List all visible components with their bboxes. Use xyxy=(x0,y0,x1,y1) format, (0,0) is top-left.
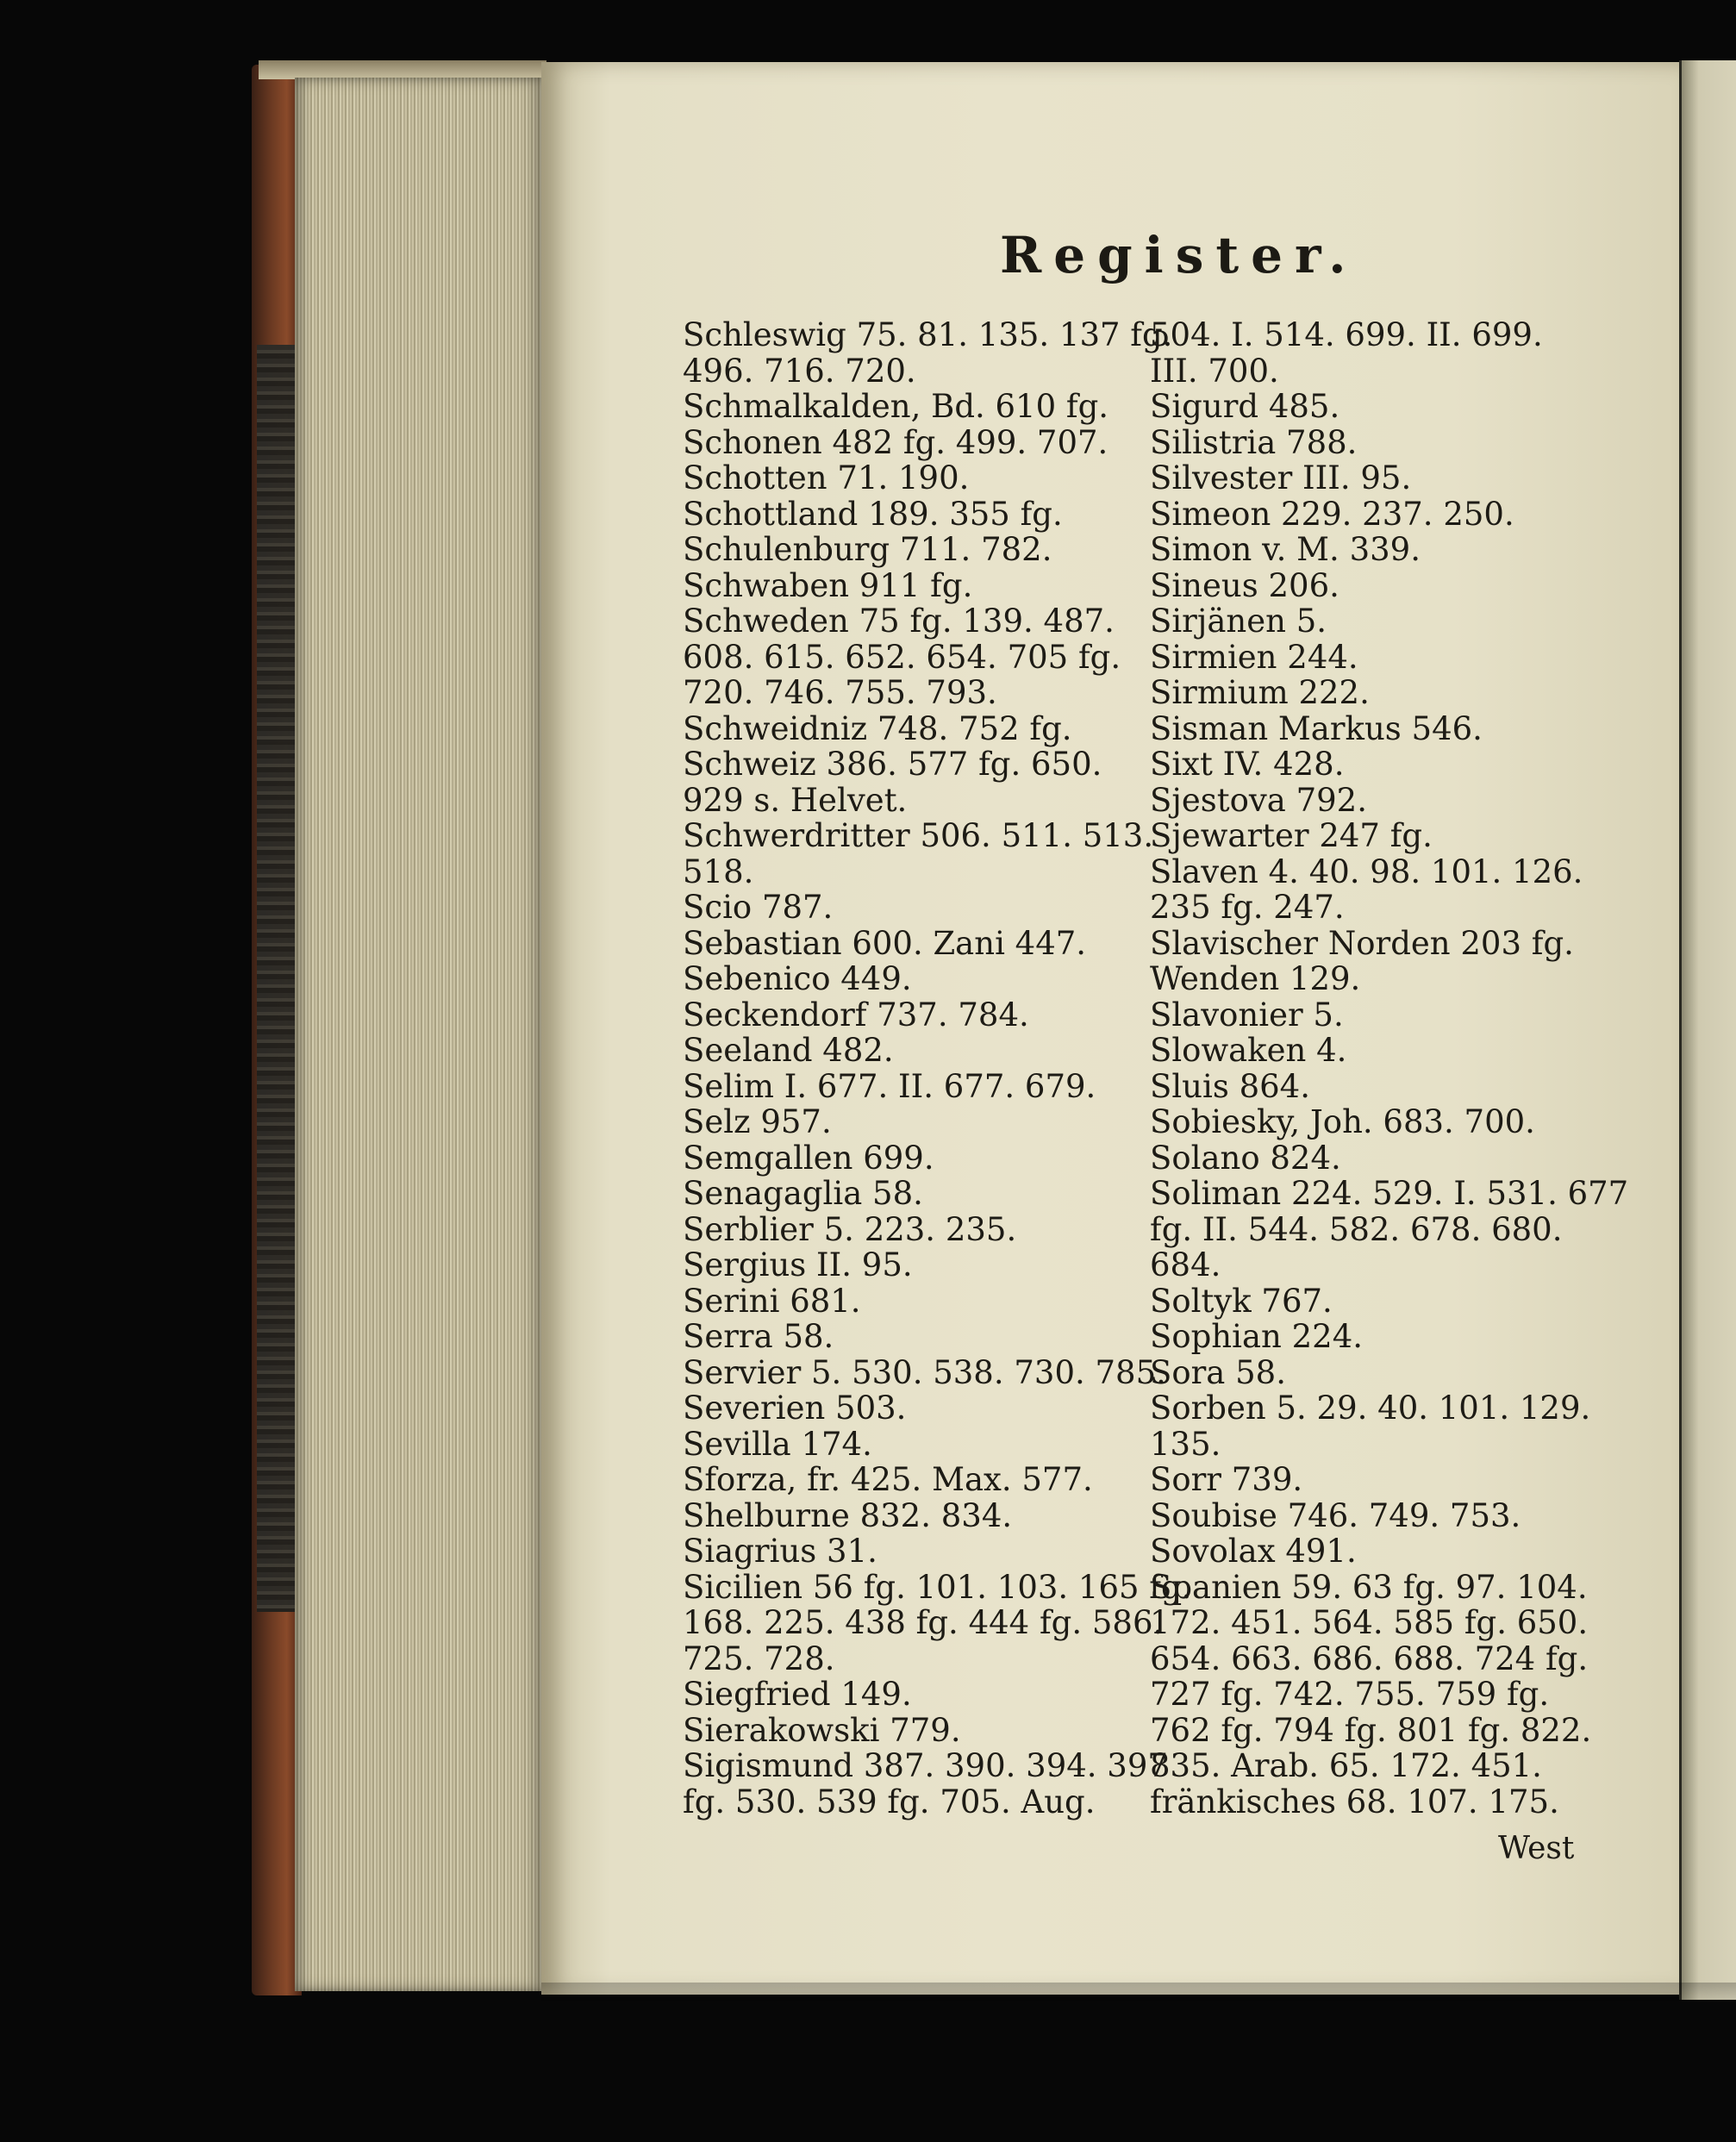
index-entry: Serra 58. xyxy=(683,1318,834,1355)
index-entry: Sjewarter 247 fg. xyxy=(1150,817,1433,854)
index-entry: Sixt IV. 428. xyxy=(1150,746,1345,783)
index-entry: Schonen 482 fg. 499. 707. xyxy=(683,423,1108,461)
index-entry: Schulenburg 711. 782. xyxy=(683,531,1052,568)
catchword: West xyxy=(1498,1831,1575,1866)
index-entry: 518. xyxy=(683,852,754,890)
index-entry: Wenden 129. xyxy=(1150,960,1361,997)
index-entry: Slavonier 5. xyxy=(1150,996,1344,1034)
index-column-right xyxy=(1150,316,1629,1820)
index-entry: Sirjänen 5. xyxy=(1150,603,1327,640)
index-entry: Sjestova 792. xyxy=(1150,781,1367,819)
index-entry: Simeon 229. 237. 250. xyxy=(1150,495,1514,533)
index-entry: Silistria 788. xyxy=(1150,423,1358,461)
index-entry: Severien 503. xyxy=(683,1389,907,1427)
index-entry: Slaven 4. 40. 98. 101. 126. xyxy=(1150,852,1583,890)
index-entry: Schwaben 911 fg. xyxy=(683,566,973,604)
index-entry: Sigurd 485. xyxy=(1150,388,1340,425)
index-entry: Siagrius 31. xyxy=(683,1533,877,1570)
index-entry: Seckendorf 737. 784. xyxy=(683,996,1029,1034)
index-entry: 608. 615. 652. 654. 705 fg. xyxy=(683,638,1121,676)
index-entry: 762 fg. 794 fg. 801 fg. 822. xyxy=(1150,1711,1592,1749)
next-page-edge xyxy=(1679,60,1736,2000)
index-entry: Soliman 224. 529. I. 531. 677 xyxy=(1150,1175,1629,1212)
index-entry: Siegfried 149. xyxy=(683,1676,912,1713)
index-entry: fg. II. 544. 582. 678. 680. xyxy=(1150,1210,1563,1248)
index-entry: Schmalkalden, Bd. 610 fg. xyxy=(683,388,1109,425)
index-entry: 496. 716. 720. xyxy=(683,352,916,390)
index-entry: Sevilla 174. xyxy=(683,1425,872,1463)
index-entry: Soubise 746. 749. 753. xyxy=(1150,1496,1521,1534)
index-entry: 654. 663. 686. 688. 724 fg. xyxy=(1150,1639,1589,1677)
index-entry: Sierakowski 779. xyxy=(683,1711,961,1749)
index-entry: 504. I. 514. 699. II. 699. xyxy=(1150,316,1543,353)
index-entry: 168. 225. 438 fg. 444 fg. 586. xyxy=(683,1604,1164,1641)
index-entry: 727 fg. 742. 755. 759 fg. xyxy=(1150,1676,1550,1713)
index-entry: Sobiesky, Joh. 683. 700. xyxy=(1150,1103,1535,1140)
index-entry: Sicilien 56 fg. 101. 103. 165 fg. xyxy=(683,1568,1192,1606)
index-entry: Schweden 75 fg. 139. 487. xyxy=(683,603,1115,640)
index-entry: Schweiz 386. 577 fg. 650. xyxy=(683,746,1102,783)
index-entry: Sforza, fr. 425. Max. 577. xyxy=(683,1461,1093,1498)
index-entry: Sirmien 244. xyxy=(1150,638,1358,676)
index-entry: Sineus 206. xyxy=(1150,566,1339,604)
index-entry: Sebenico 449. xyxy=(683,960,912,997)
index-entry: Sovolax 491. xyxy=(1150,1533,1357,1570)
index-entry: 235 fg. 247. xyxy=(1150,889,1345,926)
index-entry: Simon v. M. 339. xyxy=(1150,531,1421,568)
index-entry: Servier 5. 530. 538. 730. 785. xyxy=(683,1353,1166,1391)
index-entry: Selz 957. xyxy=(683,1103,832,1140)
index-entry: Seeland 482. xyxy=(683,1032,894,1069)
index-entry: Schwerdritter 506. 511. 513. xyxy=(683,817,1154,854)
index-entry: Sigismund 387. 390. 394. 397 xyxy=(683,1747,1168,1784)
index-entry: Scio 787. xyxy=(683,889,834,926)
index-entry: Sirmium 222. xyxy=(1150,674,1370,711)
index-entry: Serini 681. xyxy=(683,1282,861,1320)
book-cover-marbled-band xyxy=(257,345,297,1612)
index-entry: Semgallen 699. xyxy=(683,1139,934,1177)
index-entry: Senagaglia 58. xyxy=(683,1175,923,1212)
index-entry: III. 700. xyxy=(1150,352,1279,390)
index-entry: 929 s. Helvet. xyxy=(683,781,908,819)
page-bottom-shadow xyxy=(541,1983,1736,2008)
page-block-top-edge xyxy=(259,60,546,79)
index-entry: Silvester III. 95. xyxy=(1150,459,1412,496)
index-entry: Sebastian 600. Zani 447. xyxy=(683,924,1087,962)
index-entry: Shelburne 832. 834. xyxy=(683,1496,1013,1534)
page-title: Register. xyxy=(1000,226,1358,284)
index-entry: Spanien 59. 63 fg. 97. 104. xyxy=(1150,1568,1588,1606)
page-block-edge xyxy=(295,78,545,1991)
index-entry: Soltyk 767. xyxy=(1150,1282,1333,1320)
index-entry: Serblier 5. 223. 235. xyxy=(683,1210,1017,1248)
index-entry: Selim I. 677. II. 677. 679. xyxy=(683,1067,1096,1105)
index-entry: Schweidniz 748. 752 fg. xyxy=(683,709,1072,747)
index-entry: 135. xyxy=(1150,1425,1221,1463)
index-entry: 172. 451. 564. 585 fg. 650. xyxy=(1150,1604,1589,1641)
index-entry: fg. 530. 539 fg. 705. Aug. xyxy=(683,1783,1096,1820)
index-entry: Sergius II. 95. xyxy=(683,1246,913,1283)
index-entry: Sophian 224. xyxy=(1150,1318,1364,1355)
index-entry: Sorben 5. 29. 40. 101. 129. xyxy=(1150,1389,1591,1427)
index-entry: Schottland 189. 355 fg. xyxy=(683,495,1063,533)
index-entry: Slowaken 4. xyxy=(1150,1032,1347,1069)
index-entry: Sora 58. xyxy=(1150,1353,1286,1391)
index-entry: Sisman Markus 546. xyxy=(1150,709,1483,747)
index-entry: Slavischer Norden 203 fg. xyxy=(1150,924,1574,962)
index-entry: Sorr 739. xyxy=(1150,1461,1303,1498)
index-entry: Solano 824. xyxy=(1150,1139,1341,1177)
index-entry: 725. 728. xyxy=(683,1639,835,1677)
index-entry: Schotten 71. 190. xyxy=(683,459,970,496)
index-entry: 835. Arab. 65. 172. 451. xyxy=(1150,1747,1542,1784)
index-entry: 720. 746. 755. 793. xyxy=(683,674,997,711)
index-entry: Sluis 864. xyxy=(1150,1067,1310,1105)
index-entry: fränkisches 68. 107. 175. xyxy=(1150,1783,1559,1820)
index-entry: Schleswig 75. 81. 135. 137 fg. xyxy=(683,316,1173,353)
index-entry: 684. xyxy=(1150,1246,1221,1283)
